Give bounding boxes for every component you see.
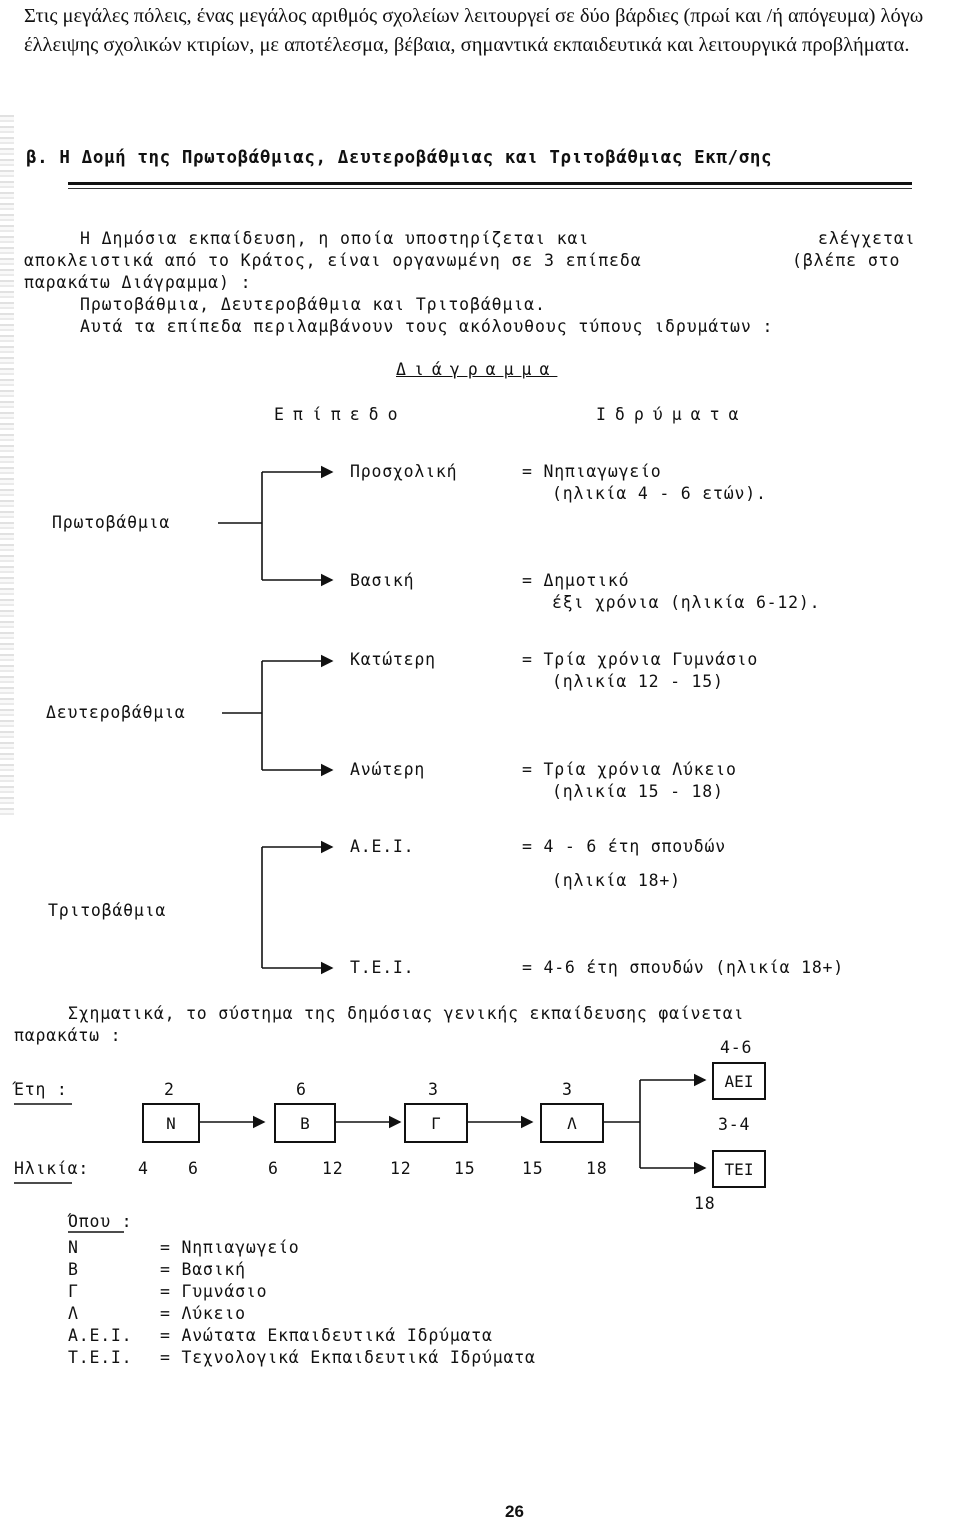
stage-box-g: Γ	[404, 1103, 468, 1143]
legend-key-g: Γ	[68, 1282, 79, 1301]
branch-age: 18	[694, 1194, 716, 1213]
branch-aei: Α.Ε.Ι.	[350, 837, 415, 856]
legend-value-g: = Γυμνάσιο	[160, 1282, 268, 1301]
legend-key-n: Ν	[68, 1238, 79, 1257]
branch-upper-desc: = Τρία χρόνια Λύκειο	[522, 760, 737, 779]
legend-key-aei: Α.Ε.Ι.	[68, 1326, 133, 1345]
stage-years-l: 3	[562, 1080, 573, 1099]
branch-aei-age: (ηλικία 18+)	[552, 871, 681, 890]
branch-upper: Ανώτερη	[350, 760, 426, 779]
level-tertiary: Τριτοβάθμια	[48, 901, 167, 920]
stage-years-n: 2	[164, 1080, 175, 1099]
stage-years-b: 6	[296, 1080, 307, 1099]
legend-key-tei: Τ.Ε.Ι.	[68, 1348, 133, 1367]
aei-box: ΑΕΙ	[712, 1062, 766, 1100]
schematic-intro-2: παρακάτω :	[14, 1026, 122, 1045]
branch-preschool-desc: = Νηπιαγωγείο	[522, 462, 662, 481]
legend-value-b: = Βασική	[160, 1260, 246, 1279]
branch-tei-desc: = 4-6 έτη σπουδών (ηλικία 18+)	[522, 958, 845, 977]
stage-age-b-to: 12	[322, 1159, 344, 1178]
stage-box-n: Ν	[142, 1103, 200, 1143]
para-line-2-end: (βλέπε στο	[792, 251, 901, 270]
branch-aei-desc: = 4 - 6 έτη σπουδών	[522, 837, 726, 856]
stage-age-n-to: 6	[188, 1159, 199, 1178]
column-header-level: Επίπεδο	[274, 405, 407, 424]
branch-preschool-age: (ηλικία 4 - 6 ετών).	[552, 484, 767, 503]
level-primary: Πρωτοβάθμια	[52, 513, 171, 532]
diagram-title: Διάγραμμα	[396, 360, 558, 379]
tei-box: ΤΕΙ	[712, 1150, 766, 1188]
branch-lower: Κατώτερη	[350, 650, 436, 669]
stage-age-g-from: 12	[390, 1159, 412, 1178]
legend-key-b: Β	[68, 1260, 79, 1279]
legend-value-tei: = Τεχνολογικά Εκπαιδευτικά Ιδρύματα	[160, 1348, 536, 1367]
para-line-4: Πρωτοβάθμια, Δευτεροβάθμια και Τριτοβάθμια.	[80, 295, 546, 314]
stage-box-b: Β	[274, 1103, 336, 1143]
stage-box-l: Λ	[540, 1103, 604, 1143]
branch-preschool: Προσχολική	[350, 462, 458, 481]
stage-age-l-to: 18	[586, 1159, 608, 1178]
stage-age-n-from: 4	[138, 1159, 149, 1178]
para-line-3: παρακάτω Διάγραμμα) :	[24, 273, 252, 292]
legend-value-n: = Νηπιαγωγείο	[160, 1238, 300, 1257]
branch-upper-age: (ηλικία 15 - 18)	[552, 782, 724, 801]
column-header-institutions: Ιδρύματα	[596, 405, 748, 424]
stage-age-l-from: 15	[522, 1159, 544, 1178]
legend-value-l: = Λύκειο	[160, 1304, 246, 1323]
branch-basic-desc: = Δημοτικό	[522, 571, 630, 590]
schematic-intro: Σχηματικά, το σύστημα της δημόσιας γενικής εκπαίδευσης φαίνεται	[68, 1004, 745, 1023]
para-line-2: αποκλειστικά από το Κράτος, είναι οργανωμένη σε 3 επίπεδα	[24, 251, 642, 270]
level-secondary: Δευτεροβάθμια	[46, 703, 186, 722]
legend-key-l: Λ	[68, 1304, 79, 1323]
ages-label: Ηλικία:	[14, 1159, 90, 1178]
section-heading: β. Η Δομή της Πρωτοβάθμιας, Δευτεροβάθμιας και Τριτοβάθμιας Εκπ/σης	[26, 148, 773, 168]
branch-lower-age: (ηλικία 12 - 15)	[552, 672, 724, 691]
page-number: 26	[505, 1502, 524, 1521]
branch-tei: Τ.Ε.Ι.	[350, 958, 415, 977]
stage-age-g-to: 15	[454, 1159, 476, 1178]
intro-paragraph: Στις μεγάλες πόλεις, ένας μεγάλος αριθμός σχολείων λειτουργεί σε δύο βάρδιες (πρωί και /ή απόγευμα) λόγω έλλειψης σχολικών κτιρίων, με αποτέλεσμα, βέβαια, σημαντικά εκπαιδευτικά και λειτουργικά προβλήματα.	[24, 5, 924, 56]
stage-years-g: 3	[428, 1080, 439, 1099]
branch-lower-desc: = Τρία χρόνια Γυμνάσιο	[522, 650, 759, 669]
stage-age-b-from: 6	[268, 1159, 279, 1178]
para-line-5: Αυτά τα επίπεδα περιλαμβάνουν τους ακόλουθους τύπους ιδρυμάτων :	[80, 317, 774, 336]
aei-years: 4-6	[720, 1038, 753, 1057]
branch-basic-age: έξι χρόνια (ηλικία 6-12).	[552, 593, 821, 612]
branch-basic: Βασική	[350, 571, 415, 590]
para-line-1-end: ελέγχεται	[818, 229, 916, 248]
years-label: Έτη :	[14, 1080, 68, 1099]
para-line-1: Η Δημόσια εκπαίδευση, η οποία υποστηρίζεται και	[80, 229, 590, 248]
legend-title: Όπου :	[68, 1212, 133, 1231]
legend-value-aei: = Ανώτατα Εκπαιδευτικά Ιδρύματα	[160, 1326, 493, 1345]
tei-years: 3-4	[718, 1115, 751, 1134]
